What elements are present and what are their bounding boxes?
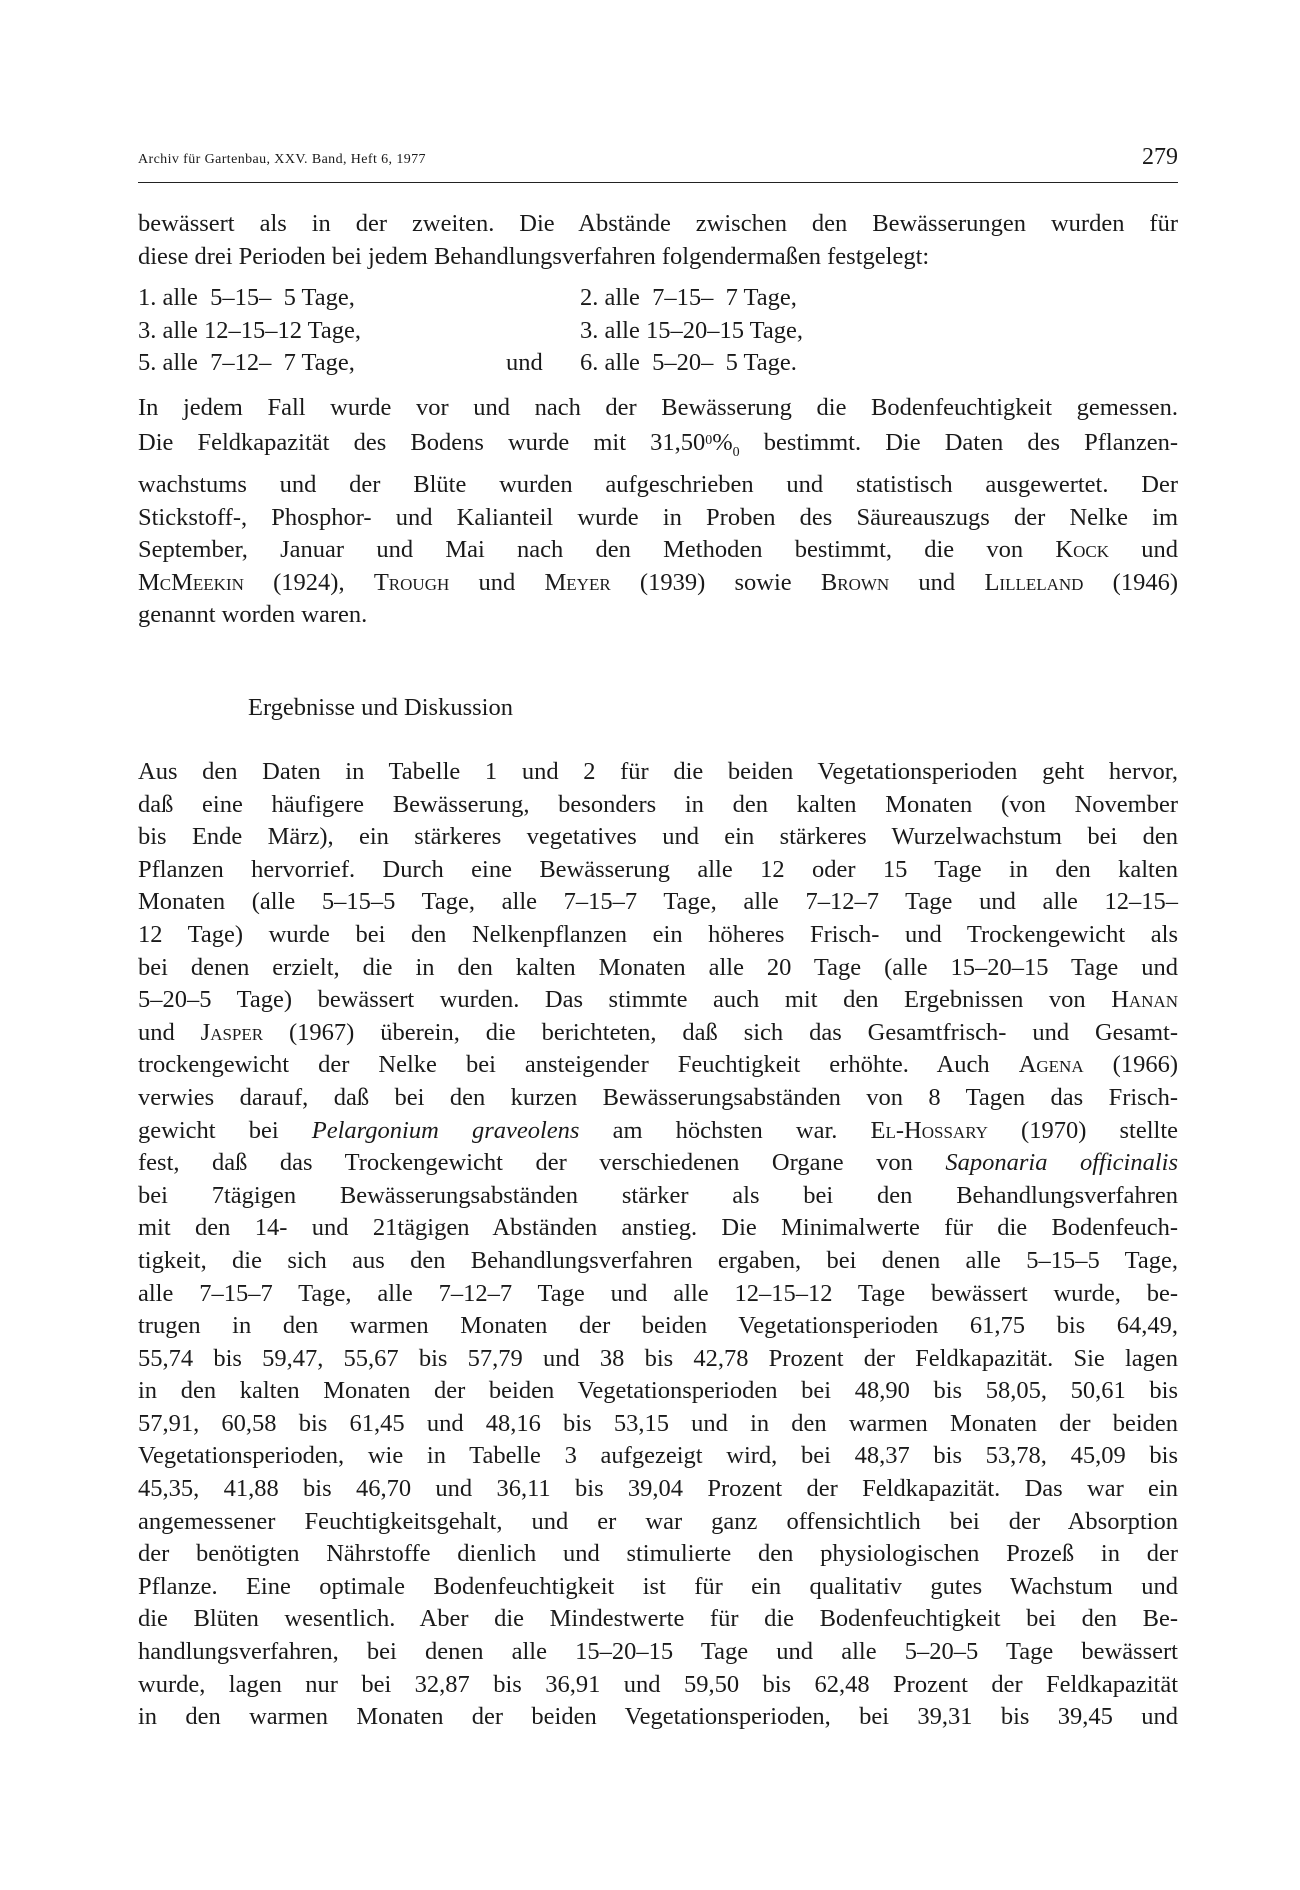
text-line: September, Januar und Mai nach den Methoden bestimmt, die von Kock und: [138, 536, 1179, 564]
page-number: 279: [1142, 144, 1178, 170]
text-line: gewicht bei Pelargonium graveolens am höchsten war. El-Hossary (1970) stellte: [138, 1116, 1178, 1144]
text-line: der benötigten Nährstoffe dienlich und stimulierte den physiologischen Prozeß in der: [138, 1540, 1178, 1568]
text-line: trockengewicht der Nelke bei ansteigender Feuchtigkeit erhöhte. Auch Agena (1966): [138, 1051, 1178, 1079]
author-name: Agena: [1018, 1051, 1084, 1079]
text-line: Die Feldkapazität des Bodens wurde mit $31,50^0\%_0$ bestimmt. Die Daten des Pflanzen-: [138, 428, 1178, 460]
author-name: El-Hossary: [870, 1116, 988, 1144]
text-line: diese drei Perioden bei jedem Behandlungsverfahren folgendermaßen festgelegt:: [138, 242, 930, 270]
text-line: Stickstoff-, Phosphor- und Kalianteil wurde in Proben des Säureauszugs der Nelke im: [138, 503, 1178, 531]
text-line: wurde, lagen nur bei 32,87 bis 36,91 und 59,50 bis 62,48 Prozent der Feldkapazität: [138, 1670, 1178, 1698]
text-line: Vegetationsperioden, wie in Tabelle 3 aufgezeigt wird, bei 48,37 bis 53,78, 45,09 bis: [138, 1442, 1178, 1470]
text-line: in den kalten Monaten der beiden Vegetationsperioden bei 48,90 bis 58,05, 50,61 bis: [138, 1377, 1178, 1405]
text-line: wachstums und der Blüte wurden aufgeschrieben und statistisch ausgewertet. Der: [138, 471, 1178, 499]
species-name: Saponaria officinalis: [945, 1149, 1179, 1177]
text-line: trugen in den warmen Monaten der beiden Vegetationsperioden 61,75 bis 64,49,: [138, 1312, 1178, 1340]
author-name: Hanan: [1111, 986, 1178, 1014]
text-line: tigkeit, die sich aus den Behandlungsverfahren ergaben, bei denen alle 5–15–5 Tage,: [138, 1246, 1178, 1274]
author-name: Brown: [820, 568, 890, 596]
text-line: handlungsverfahren, bei denen alle 15–20–15 Tage und alle 5–20–5 Tage bewässert: [138, 1638, 1178, 1666]
schedule-conjunction: und: [506, 349, 543, 377]
text-line: Pflanze. Eine optimale Bodenfeuchtigkeit ist für ein qualitativ gutes Wachstum und: [138, 1572, 1178, 1600]
species-name: Pelargonium graveolens: [311, 1116, 580, 1144]
schedule-item: 3. alle 15–20–15 Tage,: [580, 316, 804, 344]
text-line: Pflanzen hervorrief. Durch eine Bewässerung alle 12 oder 15 Tage in den kalten: [138, 855, 1178, 883]
text-line: mit den 14- und 21tägigen Abständen anstieg. Die Minimalwerte für die Bodenfeuch-: [138, 1214, 1178, 1242]
text-line: Monaten (alle 5–15–5 Tage, alle 7–15–7 Tage, alle 7–12–7 Tage und alle 12–15–: [138, 888, 1178, 916]
irrigation-schedule-list: [138, 284, 1178, 382]
text-line: bei 7tägigen Bewässerungsabständen stärker als bei den Behandlungsverfahren: [138, 1181, 1178, 1209]
schedule-row: [138, 349, 1178, 382]
section-heading: Ergebnisse und Diskussion: [248, 694, 513, 721]
text-line: 57,91, 60,58 bis 61,45 und 48,16 bis 53,15 und in den warmen Monaten der beiden: [138, 1409, 1178, 1437]
text-line: bewässert als in der zweiten. Die Abstände zwischen den Bewässerungen wurden für: [138, 210, 1178, 237]
text-line: daß eine häufigere Bewässerung, besonders in den kalten Monaten (von November: [138, 790, 1178, 818]
schedule-item: 2. alle 7–15– 7 Tage,: [580, 284, 797, 311]
author-name: Kock: [1055, 536, 1110, 564]
text-line: die Blüten wesentlich. Aber die Mindestwerte für die Bodenfeuchtigkeit bei den Be-: [138, 1605, 1178, 1633]
page-header: [138, 146, 1178, 183]
schedule-item: 6. alle 5–20– 5 Tage.: [580, 349, 797, 377]
text-line: 12 Tage) wurde bei den Nelkenpflanzen ein höheres Frisch- und Trockengewicht als: [138, 920, 1178, 948]
schedule-item: 1. alle 5–15– 5 Tage,: [138, 284, 355, 311]
text-line: bis Ende März), ein stärkeres vegetatives und ein stärkeres Wurzelwachstum bei den: [138, 823, 1178, 851]
text-line: fest, daß das Trockengewicht der verschiedenen Organe von Saponaria officinalis: [138, 1149, 1179, 1177]
schedule-row: [138, 284, 1178, 317]
text-line: 55,74 bis 59,47, 55,67 bis 57,79 und 38 bis 42,78 Prozent der Feldkapazität. Sie lagen: [138, 1344, 1178, 1372]
text-line: angemessener Feuchtigkeitsgehalt, und er war ganz offensichtlich bei der Absorption: [138, 1507, 1178, 1535]
text-line: bei denen erzielt, die in den kalten Monaten alle 20 Tage (alle 15–20–15 Tage und: [138, 953, 1178, 981]
text-line: McMeekin (1924), Trough und Meyer (1939) sowie Brown und Lilleland (1946): [138, 568, 1179, 596]
intro-paragraph: [138, 208, 1178, 273]
text-line: und Jasper (1967) überein, die berichteten, daß sich das Gesamtfrisch- und Gesamt-: [138, 1018, 1178, 1046]
author-name: McMeekin: [138, 568, 244, 596]
text-line: Aus den Daten in Tabelle 1 und 2 für die beiden Vegetationsperioden geht hervor,: [138, 758, 1178, 785]
text-line: in den warmen Monaten der beiden Vegetationsperioden, bei 39,31 bis 39,45 und: [138, 1703, 1178, 1731]
text-line: 45,35, 41,88 bis 46,70 und 36,11 bis 39,04 Prozent der Feldkapazität. Das war ein: [138, 1475, 1178, 1503]
text-line: In jedem Fall wurde vor und nach der Bewässerung die Bodenfeuchtigkeit gemessen.: [138, 394, 1178, 421]
schedule-item: 3. alle 12–15–12 Tage,: [138, 316, 362, 344]
author-name: Lilleland: [984, 568, 1084, 596]
author-name: Trough: [373, 568, 450, 596]
running-head: Archiv für Gartenbau, XXV. Band, Heft 6, 1977: [138, 152, 426, 167]
schedule-row: [138, 317, 1178, 350]
text-line: alle 7–15–7 Tage, alle 7–12–7 Tage und alle 12–15–12 Tage bewässert wurde, be-: [138, 1279, 1178, 1307]
text-line: verwies darauf, daß bei den kurzen Bewässerungsabständen von 8 Tagen das Frisch-: [138, 1083, 1178, 1111]
author-name: Jasper: [200, 1018, 264, 1046]
author-name: Meyer: [544, 568, 611, 596]
methods-paragraph: [138, 392, 1178, 632]
text-line: 5–20–5 Tage) bewässert wurden. Das stimmte auch mit den Ergebnissen von Hanan: [138, 986, 1178, 1014]
schedule-item: 5. alle 7–12– 7 Tage,: [138, 349, 355, 377]
discussion-paragraph: [138, 756, 1178, 1734]
text-line: genannt worden waren.: [138, 601, 368, 629]
